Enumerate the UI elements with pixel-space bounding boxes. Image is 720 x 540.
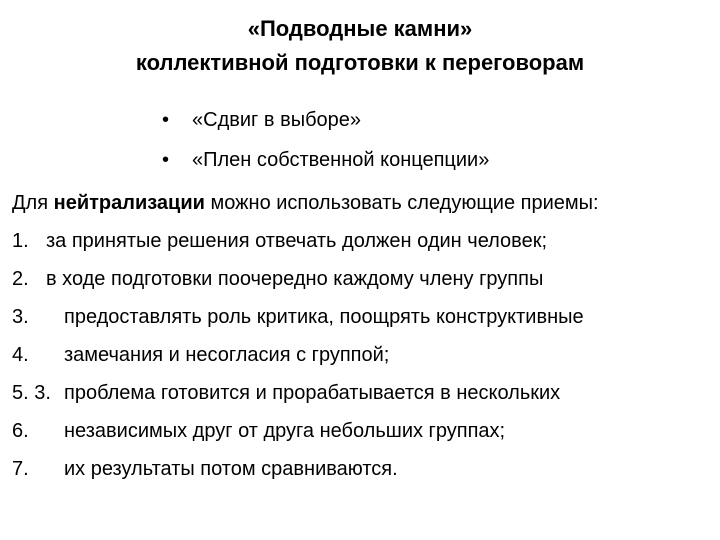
intro-bold-word: нейтрализации [53, 192, 205, 214]
list-item-text: проблема готовится и прорабатывается в нескольких [64, 382, 561, 404]
bullet-list [162, 100, 489, 180]
title-line-2: коллективной подготовки к переговорам [135, 50, 585, 75]
list-item-text: в ходе подготовки поочередно каждому члену группы [46, 268, 544, 290]
intro-text-after: можно использовать следующие приемы: [204, 192, 599, 214]
intro-paragraph [12, 192, 599, 215]
bullet-item [162, 140, 489, 180]
list-item-number: 5. 3. [12, 382, 51, 404]
intro-text-before: Для [12, 192, 54, 214]
bullet-text: «Сдвиг в выборе» [192, 109, 362, 131]
list-item-text: предоставлять роль критика, поощрять конструктивные [64, 306, 584, 328]
list-item-number: 7. [12, 458, 29, 480]
bullet-icon: • [162, 109, 170, 131]
slide-title [0, 12, 720, 80]
list-item-text: их результаты потом сравниваются. [64, 458, 398, 480]
bullet-item [162, 100, 489, 140]
list-item-number: 1. [12, 230, 29, 252]
bullet-text: «Плен собственной концепции» [192, 149, 490, 171]
list-item-text: замечания и несогласия с группой; [64, 344, 390, 366]
list-item-number: 2. [12, 268, 29, 290]
list-item-number: 4. [12, 344, 29, 366]
title-line-1: «Подводные камни» [247, 16, 473, 41]
list-item-number: 6. [12, 420, 29, 442]
list-item-number: 3. [12, 306, 29, 328]
bullet-icon: • [162, 149, 170, 171]
list-item-text: независимых друг от друга небольших группах; [64, 420, 506, 442]
list-item-text: за принятые решения отвечать должен один человек; [46, 230, 548, 252]
